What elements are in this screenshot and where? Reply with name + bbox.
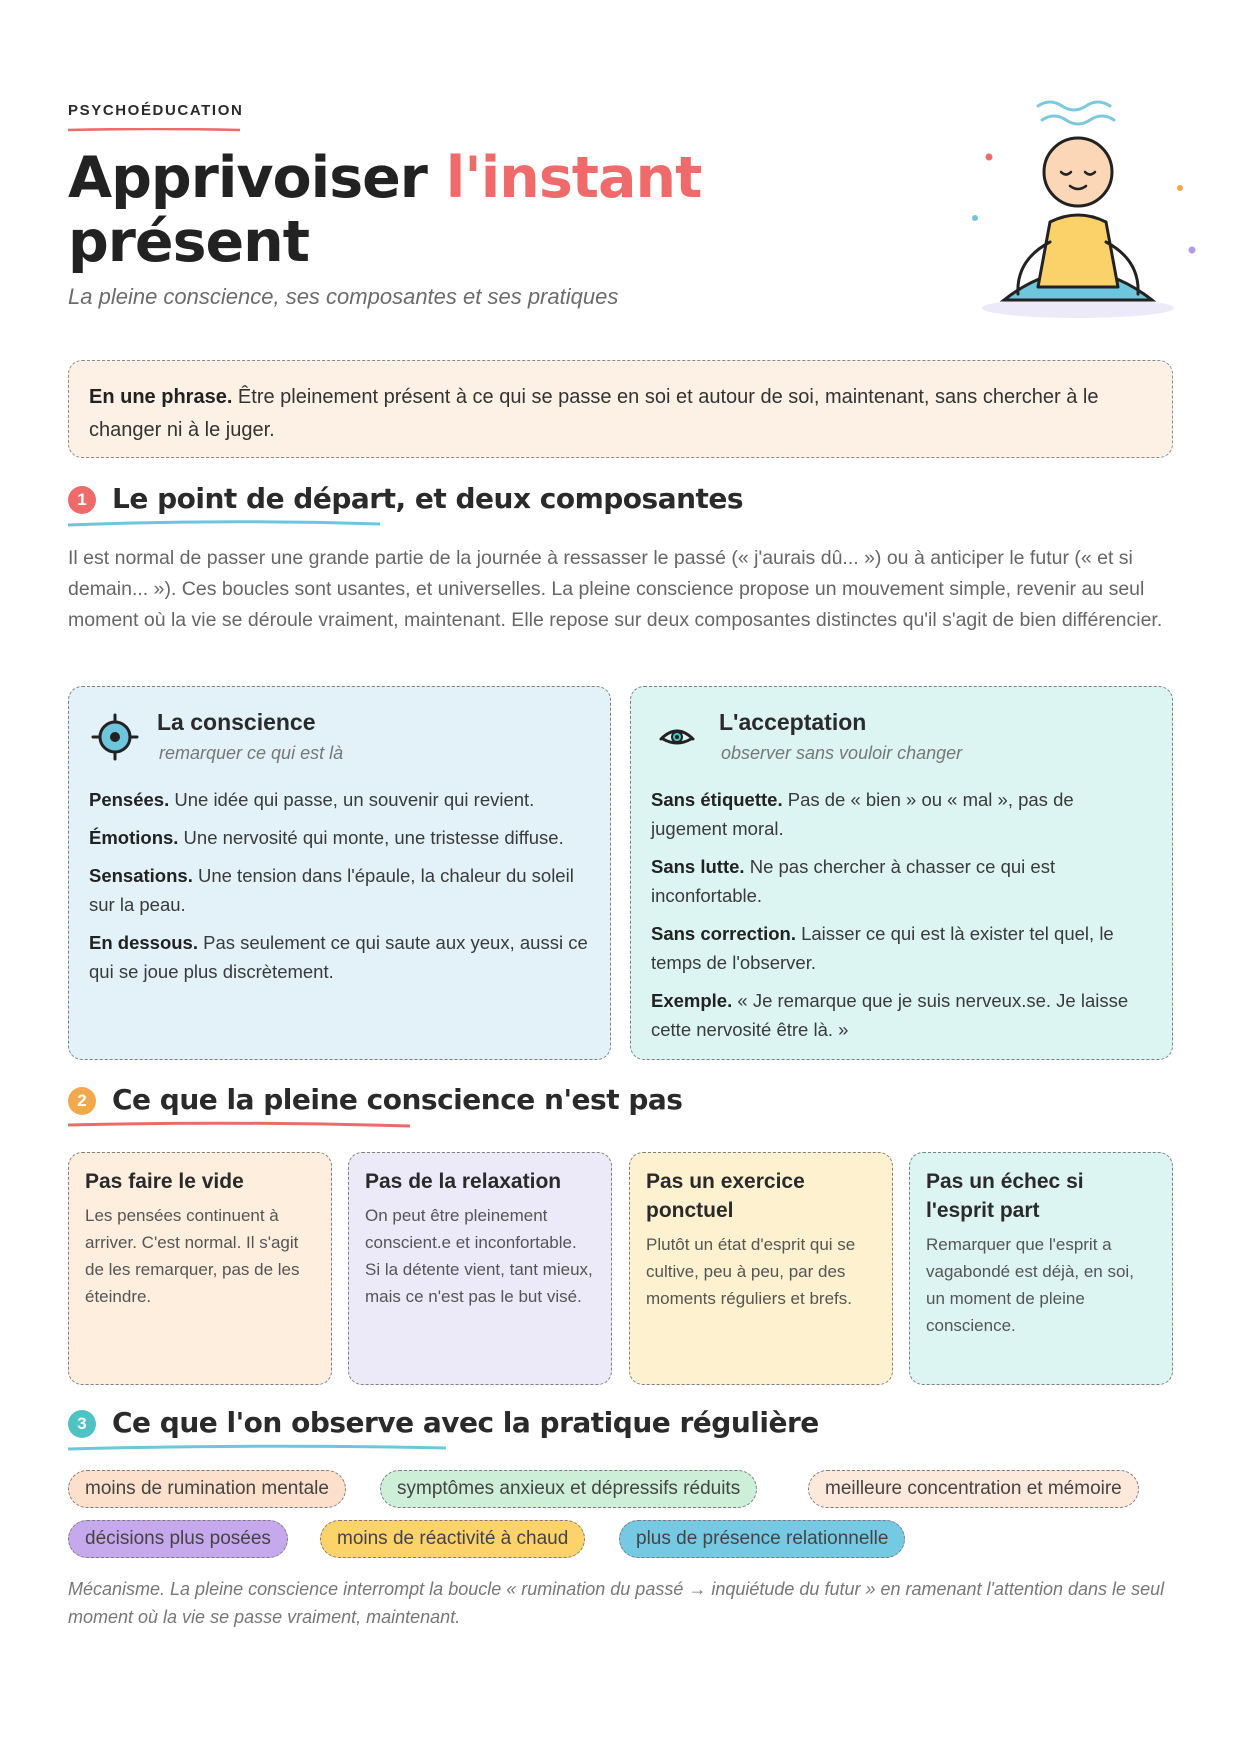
list-item: En dessous. Pas seulement ce qui saute aux yeux, aussi ce qui se joue plus discrètement. (89, 932, 588, 982)
section-2-title: Ce que la pleine conscience n'est pas (112, 1083, 683, 1116)
section-3-title: Ce que l'on observe avec la pratique régulière (112, 1406, 819, 1439)
meditating-person-icon (906, 92, 1206, 322)
summary-box (68, 360, 1173, 458)
section-2-heading (68, 1083, 1173, 1133)
page-subtitle: La pleine conscience, ses composantes et ses pratiques (68, 284, 619, 309)
kicker: PSYCHOÉDUCATION (68, 102, 244, 119)
summary-label: En une phrase. (89, 386, 233, 408)
section-1-intro: Il est normal de passer une grande partie de la journée à ressasser le passé (« j'aurais dû... ») ou à anticiper le futur (« et si demain... »). Ces boucles sont usantes, et universelles. La pleine conscience propose un mouvement simple, revenir au seul moment où la vie se déroule vraiment, maintenant. Elle repose sur deux composantes distinctes qu'il s'agit de bien différencier. (68, 547, 1163, 631)
kicker-underline (68, 128, 240, 132)
section-1-underline (68, 520, 380, 528)
mechanism-note: Mécanisme. La pleine conscience interrompt la boucle « rumination du passé → inquiétude du futur » en ramenant l'attention dans le seul moment où la vie se passe vraiment, maintenant. (68, 1579, 1165, 1627)
card-title: Pas de la relaxation (365, 1170, 562, 1193)
card-not-one-off (629, 1152, 893, 1385)
summary-text: Être pleinement présent à ce qui se passe en soi et autour de soi, maintenant, sans chercher à le changer ni à le juger. (89, 386, 1099, 441)
benefit-pill: plus de présence relationnelle (619, 1520, 905, 1558)
card-acceptance-title: L'acceptation (719, 709, 867, 735)
card-title: Pas un échec si l'esprit part (926, 1170, 1084, 1222)
benefit-pill: meilleure concentration et mémoire (808, 1470, 1139, 1508)
benefit-pill: symptômes anxieux et dépressifs réduits (380, 1470, 757, 1508)
card-awareness-title: La conscience (157, 709, 316, 735)
card-text: Plutôt un état d'esprit qui se cultive, peu à peu, par des moments réguliers et brefs. (646, 1235, 856, 1308)
card-title: Pas un exercice ponctuel (646, 1170, 805, 1222)
card-awareness-subtitle: remarquer ce qui est là (159, 743, 344, 763)
list-item: Émotions. Une nervosité qui monte, une tristesse diffuse. (89, 827, 564, 848)
card-not-failure (909, 1152, 1173, 1385)
eye-icon (653, 713, 701, 761)
section-3-underline (68, 1444, 446, 1452)
section-1-number: 1 (68, 486, 96, 514)
title-accent: l'instant (445, 145, 702, 211)
card-text: On peut être pleinement conscient.e et inconfortable. Si la détente vient, tant mieux, mais ce n'est pas le but visé. (365, 1206, 593, 1306)
page-title (68, 146, 701, 274)
title-part1: Apprivoiser (68, 145, 446, 211)
list-item: Pensées. Une idée qui passe, un souvenir qui revient. (89, 789, 535, 810)
card-acceptance (630, 686, 1173, 1060)
list-item: Sans correction. Laisser ce qui est là exister tel quel, le temps de l'observer. (651, 923, 1114, 973)
section-3-heading (68, 1406, 1173, 1456)
benefit-pill: moins de rumination mentale (68, 1470, 346, 1508)
section-2-number: 2 (68, 1087, 96, 1115)
section-1-title: Le point de départ, et deux composantes (112, 482, 744, 515)
section-1-heading (68, 482, 1173, 532)
list-item: Sans étiquette. Pas de « bien » ou « mal », pas de jugement moral. (651, 789, 1074, 839)
card-awareness (68, 686, 611, 1060)
section-2-underline (68, 1121, 410, 1129)
section-3-number: 3 (68, 1410, 96, 1438)
list-item: Sans lutte. Ne pas chercher à chasser ce qui est inconfortable. (651, 856, 1056, 906)
card-not-relaxation (348, 1152, 612, 1385)
card-text: Les pensées continuent à arriver. C'est normal. Il s'agit de les remarquer, pas de les éteindre. (85, 1206, 300, 1306)
list-item: Exemple. « Je remarque que je suis nerveux.se. Je laisse cette nervosité être là. » (651, 990, 1129, 1040)
card-text: Remarquer que l'esprit a vagabondé est déjà, en soi, un moment de pleine conscience. (926, 1235, 1134, 1335)
card-acceptance-subtitle: observer sans vouloir changer (721, 743, 963, 763)
benefit-pill: décisions plus posées (68, 1520, 288, 1558)
target-icon (91, 713, 139, 761)
card-not-emptying-mind (68, 1152, 332, 1385)
list-item: Sensations. Une tension dans l'épaule, la chaleur du soleil sur la peau. (89, 865, 574, 915)
benefit-pill: moins de réactivité à chaud (320, 1520, 585, 1558)
title-part2: présent (68, 209, 309, 275)
card-title: Pas faire le vide (85, 1170, 244, 1193)
